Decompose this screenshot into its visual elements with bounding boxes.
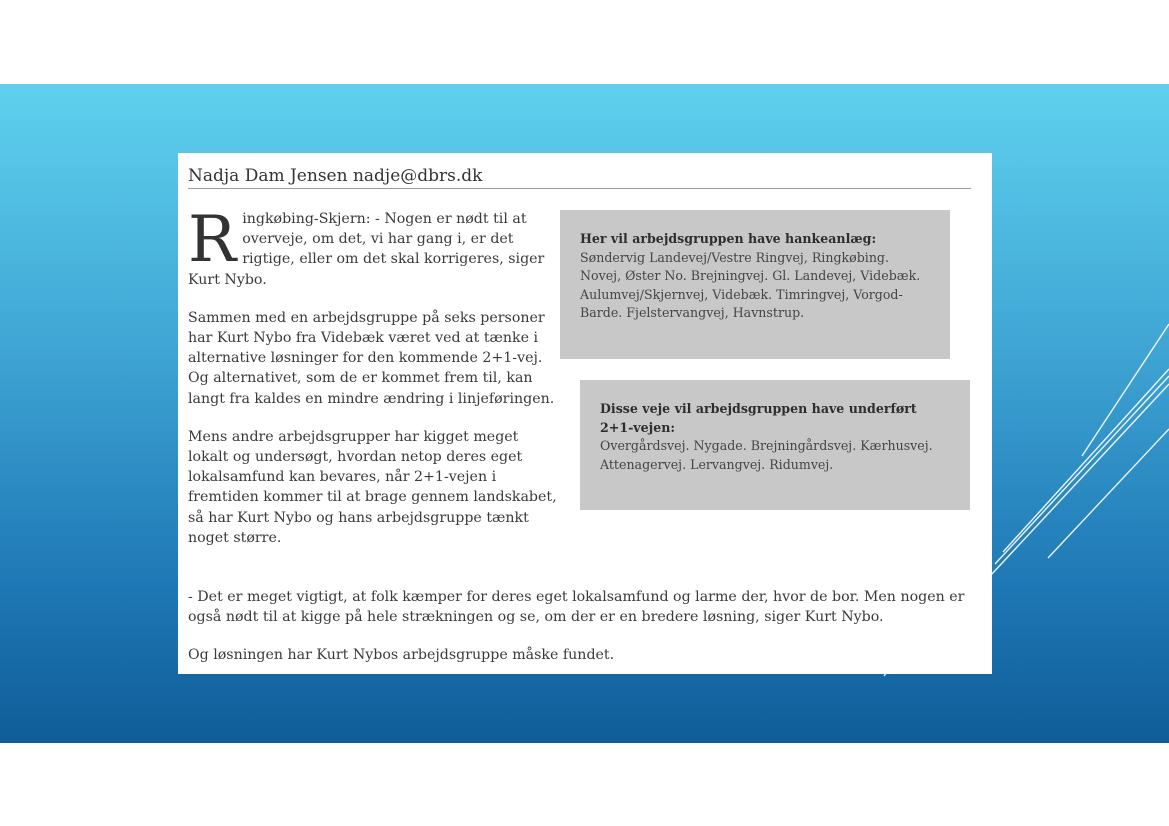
newspaper-clipping: [178, 153, 992, 674]
full-width-text: [188, 587, 983, 684]
factbox-1-body: Søndervig Landevej/Vestre Ringvej, Ringkøbing. Novej, Øster No. Brejningvej. Gl. Landevej, Videbæk. Aulumvej/Skjernvej, Videbæk. Timringvej, Vorgod-Barde. Fjelstervangvej, Havnstrup.: [580, 249, 921, 320]
byline: Nadja Dam Jensen nadje@dbrs.dk: [188, 166, 971, 189]
deco-line-2: [990, 384, 1169, 576]
factbox-hankeanlaeg: [560, 210, 950, 359]
intro-text: ingkøbing-Skjern: - Nogen er nødt til at overveje, om det, vi har gang i, er det rigtige, eller om det skal korrigeres, siger Kurt Nybo.: [188, 211, 545, 288]
deco-line-1: [1003, 369, 1169, 552]
factbox-2-title: Disse veje vil arbejdsgruppen have underført 2+1-vejen:: [600, 401, 917, 435]
body-paragraph-1: Sammen med en arbejdsgruppe på seks personer har Kurt Nybo fra Videbæk været ved at tænke i alternative løsninger for den kommende 2+1-vej. Og alternativet, som de er kommet frem til, kan langt fra kaldes en mindre ændring i linjeføringen.: [188, 309, 555, 407]
deco-line-5: [995, 376, 1169, 564]
left-column: [188, 203, 560, 566]
intro-paragraph: [188, 203, 560, 290]
closing-paragraph: Og løsningen har Kurt Nybos arbejdsgruppe måske fundet.: [188, 647, 615, 664]
factbox-2-body: Overgårdsvej. Nygade. Brejningårdsvej. Kærhusvej. Attenagervej. Lervangvej. Ridumvej.: [600, 438, 933, 472]
body-paragraph-2: Mens andre arbejdsgrupper har kigget meget lokalt og undersøgt, hvordan netop deres eget lokalsamfund kan bevares, når 2+1-vejen i fremtiden kommer til at brage gennem landskabet, så har Kurt Nybo og hans arbejdsgruppe tænkt noget større.: [188, 428, 557, 546]
factbox-1-title: Her vil arbejdsgruppen have hankeanlæg:: [580, 231, 877, 246]
quote-paragraph: - Det er meget vigtigt, at folk kæmper for deres eget lokalsamfund og larme der, hvor de bor. Men nogen er også nødt til at kigge på hele strækningen og se, om der er en bredere løsning, siger Kurt Nybo.: [188, 589, 965, 626]
drop-cap: R: [188, 203, 237, 277]
factbox-underfoert: [580, 380, 970, 510]
